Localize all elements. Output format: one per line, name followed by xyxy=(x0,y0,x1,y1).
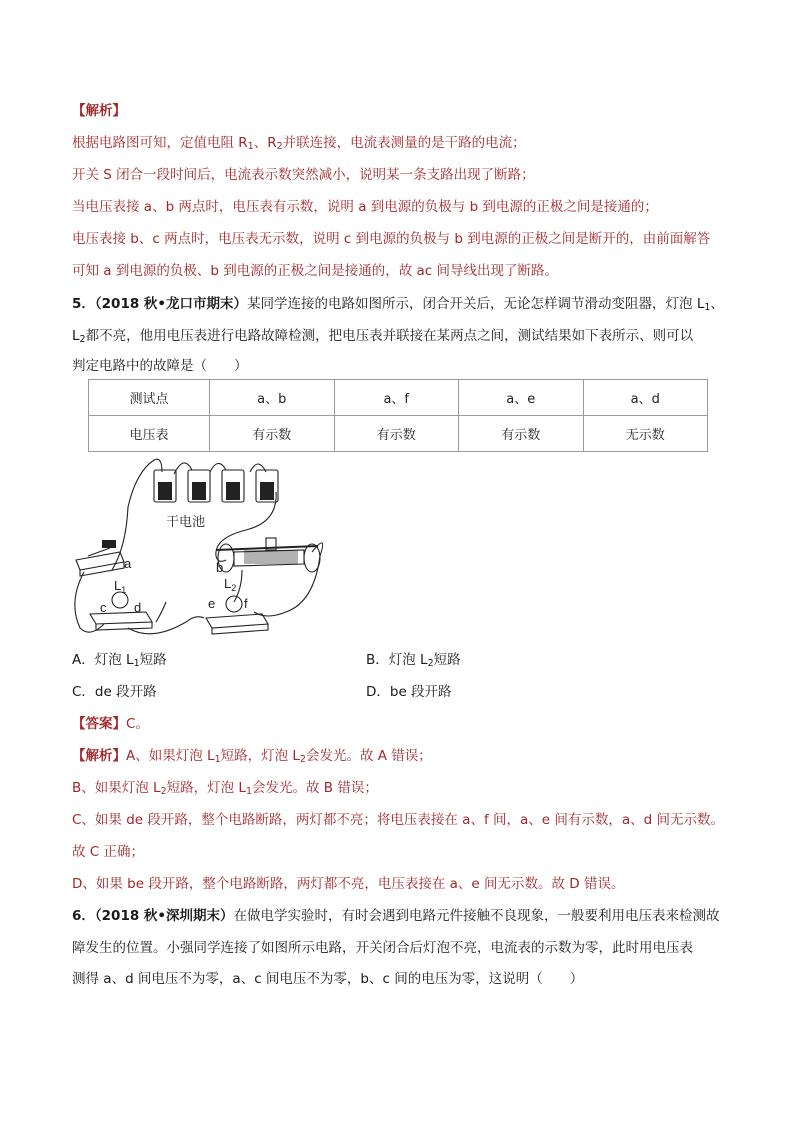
analysis-tag: 【解析】 xyxy=(72,103,126,119)
point-c-label: c xyxy=(100,600,107,615)
analysis-line-2: 开关 S 闭合一段时间后，电流表示数突然减小，说明某一条支路出现了断路； xyxy=(72,167,535,183)
table-cell: a、f xyxy=(334,380,459,416)
option-A: A．灯泡 $L_1$短路 xyxy=(72,652,167,669)
q5-analysis-line-2: B、如果灯泡 $L_2$短路，灯泡 $L_1$会发光。故 B 错误； xyxy=(72,780,378,797)
option-B: B．灯泡 $L_2$短路 xyxy=(366,652,461,669)
q6-line-1: 6．（2018 秋•深圳期末）在做电学实验时，有时会遇到电路元件接触不良现象，一般要利用电压表来检测故 xyxy=(72,908,720,924)
point-b-label: b xyxy=(216,560,224,575)
table-cell: a、b xyxy=(210,380,335,416)
bulb-L2-label: $L_2$ xyxy=(224,576,237,593)
analysis-line-3: 当电压表接 a、b 两点时，电压表有示数，说明 a 到电源的负极与 b 到电源的正极之间是接通的； xyxy=(72,199,658,215)
q5-line-2: $L_2$都不亮，他用电压表进行电路故障检测，把电压表并联接在某两点之间，测试结果如下表所示、则可以 xyxy=(72,328,694,345)
point-a-label: a xyxy=(124,556,132,571)
q5-line-1: 5．（2018 秋•龙口市期末）某同学连接的电路如图所示，闭合开关后，无论怎样调节滑动变阻器，灯泡 $L_1$、 xyxy=(72,296,724,313)
table-cell: 有示数 xyxy=(459,416,584,452)
option-C: C．de 段开路 xyxy=(72,684,157,700)
bulb-L1-label: $L_1$ xyxy=(114,578,127,595)
test-result-table xyxy=(88,379,708,452)
table-row xyxy=(89,416,708,452)
q5-analysis-line-4: 故 C 正确； xyxy=(72,844,145,860)
point-d-label: d xyxy=(134,600,142,615)
table-cell: 有示数 xyxy=(210,416,335,452)
answer-line: 【答案】C。 xyxy=(72,716,149,732)
analysis-line-4: 电压表接 b、c 两点时，电压表无示数，说明 c 到电源的负极与 b 到电源的正极之间是断开的，由前面解答 xyxy=(72,231,711,247)
battery-label: 干电池 xyxy=(166,514,206,529)
point-e-label: e xyxy=(208,596,216,611)
analysis-line-5: 可知 a 到电源的负极、b 到电源的正极之间是接通的，故 ac 间导线出现了断路。 xyxy=(72,263,558,279)
q5-analysis-line-3: C、如果 de 段开路，整个电路断路，两灯都不亮；将电压表接在 a、f 间，a、e 间有示数，a、d 间无示数。 xyxy=(72,812,724,828)
q5-line-3: 判定电路中的故障是（ ） xyxy=(72,358,248,374)
point-f-label: f xyxy=(244,596,248,611)
table-cell: a、d xyxy=(583,380,708,416)
table-row xyxy=(89,380,708,416)
analysis-line-1: 根据电路图可知，定值电阻 $R_1$、$R_2$并联连接，电流表测量的是干路的电流； xyxy=(72,135,526,152)
q5-analysis-line-5: D、如果 be 段开路，整个电路断路，两灯都不亮，电压表接在 a、e 间无示数。故 D 错误。 xyxy=(72,876,625,892)
table-cell: a、e xyxy=(459,380,584,416)
q6-line-2: 障发生的位置。小强同学连接了如图所示电路，开关闭合后灯泡不亮，电流表的示数为零，此时用电压表 xyxy=(72,940,693,956)
option-D: D．be 段开路 xyxy=(366,684,452,700)
q6-line-3: 测得 a、d 间电压不为零，a、c 间电压不为零，b、c 间的电压为零，这说明（ ） xyxy=(72,971,584,987)
circuit-diagram xyxy=(66,452,336,644)
q5-analysis-line-1: 【解析】A、如果灯泡 $L_1$短路，灯泡 $L_2$会发光。故 A 错误； xyxy=(72,748,432,765)
table-cell: 测试点 xyxy=(89,380,210,416)
table-cell: 无示数 xyxy=(583,416,708,452)
table-cell: 有示数 xyxy=(334,416,459,452)
table-cell: 电压表 xyxy=(89,416,210,452)
